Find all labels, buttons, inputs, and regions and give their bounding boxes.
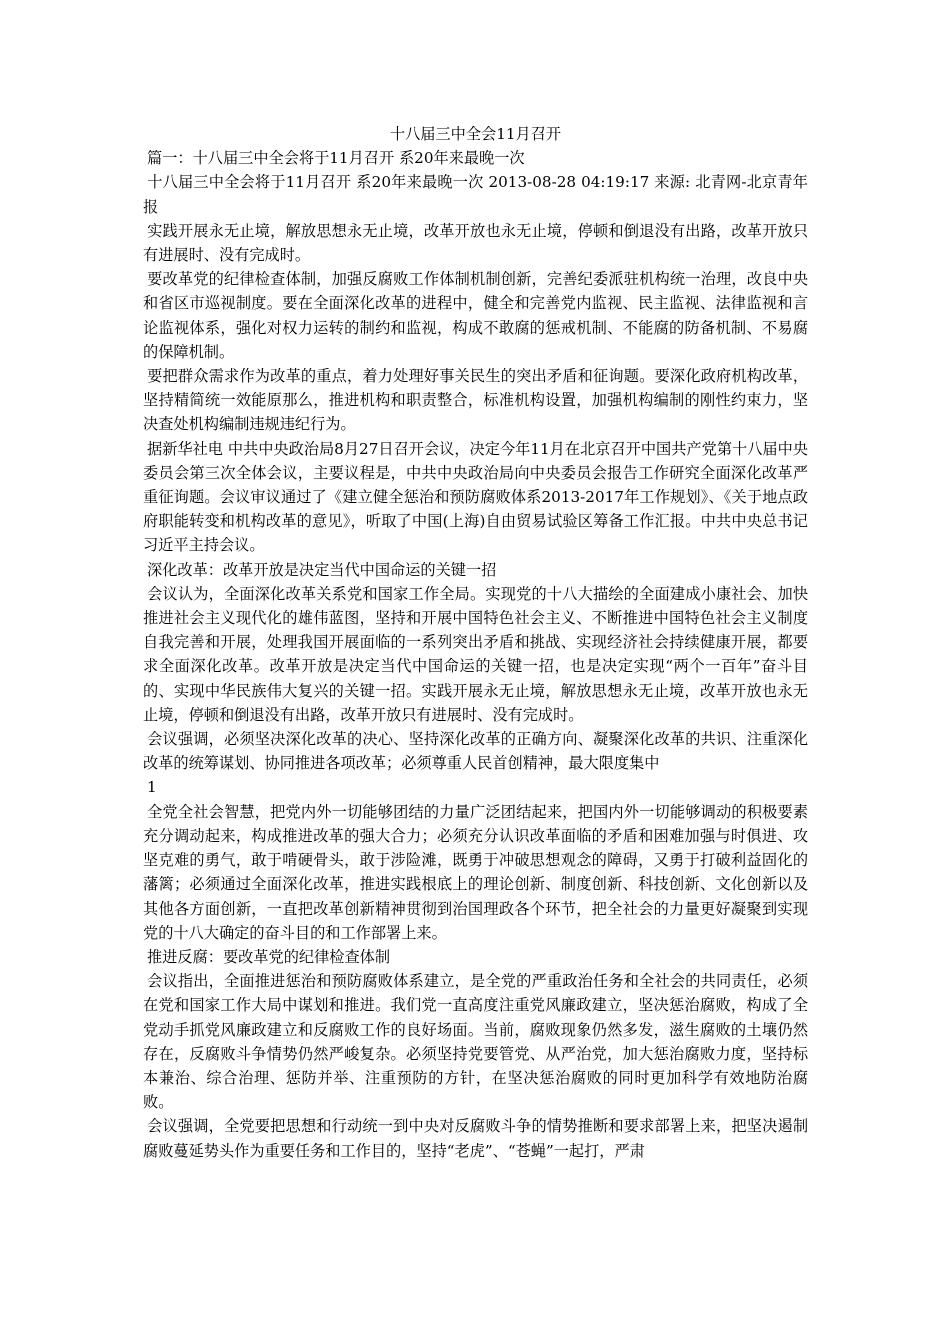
- paragraph: 篇一：十八届三中全会将于11月召开 系20年来最晚一次: [147, 149, 525, 168]
- paragraph: 要改革党的纪律检查体制，加强反腐败工作体制机制创新，完善纪委派驻机构统一治理，改良中央和省区市巡视制度。要在全面深化改革的进程中，健全和完善党内监视、民主监视、法律监视和言论监视体系，强化对权力运转的制约和监视，构成不敢腐的惩戒机制、不能腐的防备机制、不易腐的保障机制。: [143, 270, 808, 361]
- paragraph: 会议认为，全面深化改革关系党和国家工作全局。实现党的十八大描绘的全面建成小康社会、加快推进社会主义现代化的雄伟蓝图，坚持和开展中国特色社会主义、不断推进中国特色社会主义制度自我完善和开展，处理我国开展面临的一系列突出矛盾和挑战、实现经济社会持续健康开展，都要求全面深化改革。改革开放是决定当代中国命运的关键一招，也是决定实现“两个一百年”奋斗目的、实现中华民族伟大复兴的关键一招。实践开展永无止境，解放思想永无止境，改革开放也永无止境，停顿和倒退没有出路，改革开放只有进展时、没有完成时。: [143, 584, 808, 724]
- paragraph: 实践开展永无止境，解放思想永无止境，改革开放也永无止境，停顿和倒退没有出路，改革开放只有进展时、没有完成时。: [143, 221, 808, 265]
- paragraph: 据新华社电 中共中央政治局8月27日召开会议，决定今年11月在北京召开中国共产党第十八届中央委员会第三次全体会议，主要议程是，中共中央政治局向中央委员会报告工作研究全面深化改革严重征询题。会议审议通过了《建立健全惩治和预防腐败体系2013-2017年工作规划》、《关于地点政府职能转变和机构改革的意见》，听取了中国(上海)自由贸易试验区筹备工作汇报。中共中央总书记习近平主持会议。: [143, 439, 808, 555]
- paragraph: 全党全社会智慧，把党内外一切能够团结的力量广泛团结起来，把国内外一切能够调动的积极要素充分调动起来，构成推进改革的强大合力；必须充分认识改革面临的矛盾和困难加强与时俱进、攻坚克难的勇气，敢于啃硬骨头，敢于涉险滩，既勇于冲破思想观念的障碍，又勇于打破利益固化的藩篱；必须通过全面深化改革，推进实践根底上的理论创新、制度创新、科技创新、文化创新以及其他各方面创新，一直把改革创新精神贯彻到治国理政各个环节，把全社会的力量更好凝聚到实现党的十八大确定的奋斗目的和工作部署上来。: [143, 802, 808, 942]
- page-number: 1: [147, 778, 157, 797]
- paragraph: 十八届三中全会将于11月召开 系20年来最晚一次 2013-08-28 04:19:17 来源: 北青网-北京青年报: [143, 173, 808, 216]
- document-body: [143, 122, 808, 1163]
- paragraph: 会议指出，全面推进惩治和预防腐败体系建立，是全党的严重政治任务和全社会的共同责任，必须在党和国家工作大局中谋划和推进。我们党一直高度注重党风廉政建立，坚决惩治腐败，构成了全党动手抓党风廉政建立和反腐败工作的良好场面。当前，腐败现象仍然多发，滋生腐败的土壤仍然存在，反腐败斗争情势仍然严峻复杂。必须坚持党要管党、从严治党，加大惩治腐败力度，坚持标本兼治、综合治理、惩防并举、注重预防的方针，在坚决惩治腐败的同时更加科学有效地防治腐败。: [143, 972, 808, 1112]
- paragraph: 要把群众需求作为改革的重点，着力处理好事关民生的突出矛盾和征询题。要深化政府机构改革，坚持精简统一效能原那么，推进机构和职责整合，标准机构设置，加强机构编制的刚性约束力，坚决查处机构编制违规违纪行为。: [143, 367, 808, 434]
- paragraph: 会议强调，全党要把思想和行动统一到中央对反腐败斗争的情势推断和要求部署上来，把坚决遏制腐败蔓延势头作为重要任务和工作目的，坚持“老虎”、“苍蝇”一起打，严肃: [143, 1117, 808, 1160]
- paragraph: 会议强调，必须坚决深化改革的决心、坚持深化改革的正确方向、凝聚深化改革的共识、注重深化改革的统筹谋划、协同推进各项改革；必须尊重人民首创精神，最大限度集中: [143, 730, 808, 773]
- section-heading: 推进反腐：要改革党的纪律检查体制: [147, 947, 390, 966]
- document-title: 十八届三中全会11月召开: [389, 125, 562, 143]
- section-heading: 深化改革：改革开放是决定当代中国命运的关键一招: [147, 560, 497, 579]
